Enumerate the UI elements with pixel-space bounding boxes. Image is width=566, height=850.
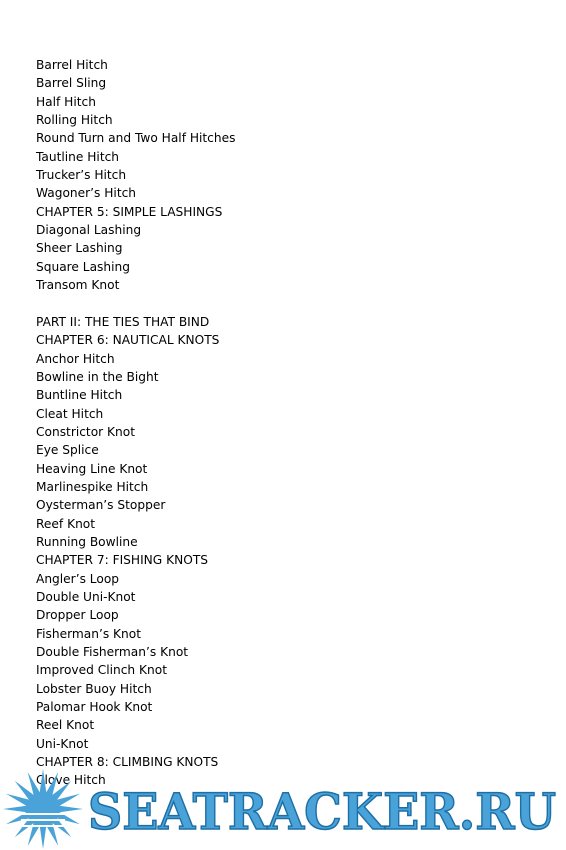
toc-entry: Rolling Hitch [36, 113, 113, 128]
toc-entry: Heaving Line Knot [36, 461, 148, 476]
toc-entry: Reel Knot [36, 718, 95, 733]
watermark [0, 768, 566, 850]
sun-horizon-line [21, 813, 65, 815]
toc-entry: Fisherman’s Knot [36, 626, 141, 641]
section-heading: CHAPTER 8: CLIMBING KNOTS [36, 755, 219, 770]
toc-entry: Round Turn and Two Half Hitches [36, 131, 236, 146]
watermark-text: SEATRACKER.RU [88, 782, 556, 841]
toc-entry: Palomar Hook Knot [36, 700, 153, 715]
toc-entry: Marlinespike Hitch [36, 479, 149, 494]
toc-entry: Constrictor Knot [36, 424, 135, 439]
section-heading: PART II: THE TIES THAT BIND [36, 314, 210, 329]
table-of-contents [36, 56, 235, 790]
toc-entry: Tautline Hitch [36, 149, 120, 164]
section-heading: CHAPTER 7: FISHING KNOTS [36, 553, 208, 568]
toc-entry: Bowline in the Bight [36, 369, 159, 384]
section-heading: CHAPTER 6: NAUTICAL KNOTS [36, 333, 220, 348]
toc-entry: Barrel Sling [36, 76, 107, 91]
toc-entry: Barrel Hitch [36, 58, 108, 72]
toc-entry: Improved Clinch Knot [36, 663, 167, 678]
toc-entry: Wagoner’s Hitch [36, 186, 137, 201]
blank-line [36, 294, 235, 312]
toc-entry: Lobster Buoy Hitch [36, 681, 152, 696]
toc-entry: Cleat Hitch [36, 406, 104, 421]
toc-entry: Sheer Lashing [36, 241, 123, 256]
toc-entry: Half Hitch [36, 94, 96, 109]
sun-horizon-line [21, 825, 65, 827]
toc-entry: Buntline Hitch [36, 388, 123, 403]
toc-entry: Trucker’s Hitch [36, 168, 127, 183]
toc-entry: Double Uni-Knot [36, 589, 136, 604]
toc-entry: Dropper Loop [36, 608, 119, 623]
toc-entry: Diagonal Lashing [36, 223, 142, 238]
toc-entry: Oysterman’s Stopper [36, 498, 166, 513]
toc-entry: Double Fisherman’s Knot [36, 645, 189, 659]
toc-entry: Anchor Hitch [36, 351, 115, 366]
toc-entry: Eye Splice [36, 443, 99, 458]
toc-entry: Reef Knot [36, 516, 96, 531]
sun-horizon-line [21, 819, 65, 821]
toc-entry: Square Lashing [36, 259, 130, 274]
toc-entry: Angler’s Loop [36, 571, 120, 586]
toc-entry: Transom Knot [36, 278, 120, 293]
section-heading: CHAPTER 5: SIMPLE LASHINGS [36, 204, 223, 219]
toc-entry: Clove Hitch [36, 773, 106, 788]
toc-entry: Running Bowline [36, 534, 138, 549]
toc-entry: Uni-Knot [36, 736, 89, 751]
sun-icon [3, 769, 83, 849]
